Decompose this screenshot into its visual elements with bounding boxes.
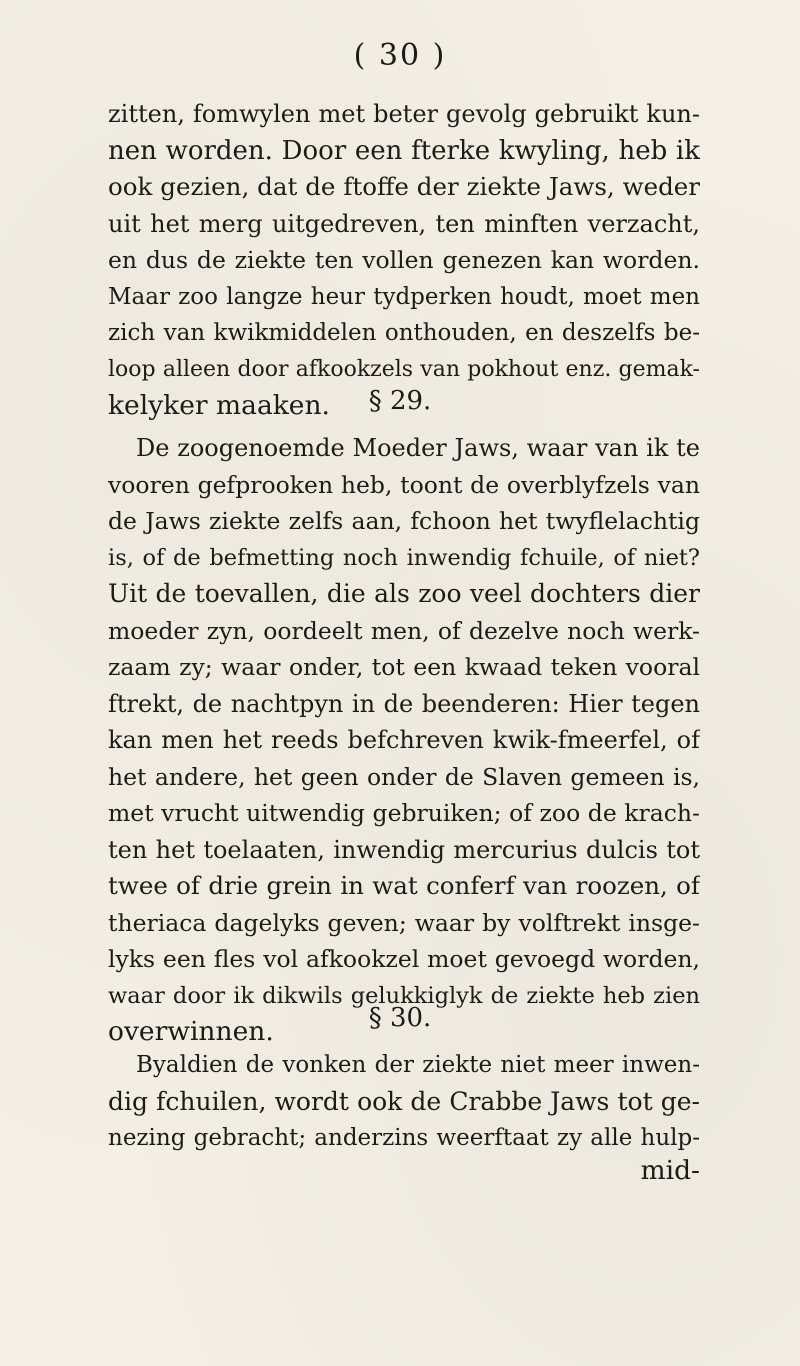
text-line: Maar zoo langze heur tydperken houdt, moet men — [108, 283, 700, 310]
text-line: Byaldien de vonken der ziekte niet meer inwen- — [136, 1052, 700, 1078]
text-line: ftrekt, de nachtpyn in de beenderen: Hier tegen — [108, 689, 700, 718]
text-line: Uit de toevallen, die als zoo veel dochters dier — [108, 579, 700, 608]
paragraph-3 — [108, 1047, 700, 1157]
paragraph-1 — [108, 96, 700, 425]
text-line: waar door ik dikwils gelukkiglyk de ziekte heb zien — [108, 982, 700, 1009]
text-line: nen worden. Door een fterke kwyling, heb ik — [108, 135, 700, 166]
text-line: kan men het reeds befchreven kwik-fmeerfel, of — [108, 726, 700, 754]
text-line: zich van kwikmiddelen onthouden, en deszelfs be- — [108, 320, 700, 346]
page-number: ( 30 ) — [353, 38, 447, 73]
text-line: het andere, het geen onder de Slaven gemeen is, — [108, 762, 700, 791]
text-line: kelyker maaken. — [108, 390, 330, 421]
text-line: lyks een fles vol afkookzel moet gevoegd worden, — [108, 945, 700, 973]
text-line: met vrucht uitwendig gebruiken; of zoo de krach- — [108, 799, 700, 827]
text-line: De zoogenoemde Moeder Jaws, waar van ik te — [136, 434, 700, 462]
paragraph-2 — [108, 430, 700, 1051]
text-line: zaam zy; waar onder, tot een kwaad teken vooral — [108, 653, 700, 681]
text-line: ook gezien, dat de ftoffe der ziekte Jaws, weder — [108, 172, 700, 201]
text-line: moeder zyn, oordeelt men, of dezelve noch werk- — [108, 616, 700, 645]
text-line: overwinnen. — [108, 1016, 274, 1047]
text-line: nezing gebracht; anderzins weerftaat zy alle hulp- — [108, 1125, 700, 1151]
text-line: is, of de befmetting noch inwendig fchuile, of niet? — [108, 544, 700, 571]
text-line: uit het merg uitgedreven, ten minften verzacht, — [108, 209, 700, 238]
text-line: en dus de ziekte ten vollen genezen kan worden. — [108, 246, 700, 274]
text-line: ten het toelaaten, inwendig mercurius dulcis tot — [108, 835, 700, 864]
text-line: zitten, fomwylen met beter gevolg gebruikt kun- — [108, 100, 700, 128]
section-heading-29: § 29. — [368, 386, 432, 416]
text-line: vooren gefprooken heb, toont de overblyfzels van — [108, 470, 700, 499]
text-line: twee of drie grein in wat conferf van roozen, of — [108, 871, 700, 900]
text-line: theriaca dagelyks geven; waar by volftrekt insge- — [108, 908, 700, 937]
catchword: mid- — [640, 1155, 700, 1186]
text-line: loop alleen door afkookzels van pokhout enz. gemak- — [108, 356, 700, 382]
text-line: de Jaws ziekte zelfs aan, fchoon het twyflelachtig — [108, 507, 700, 535]
section-heading-30: § 30. — [368, 1003, 432, 1033]
text-line: dig fchuilen, wordt ook de Crabbe Jaws tot ge- — [108, 1086, 700, 1116]
